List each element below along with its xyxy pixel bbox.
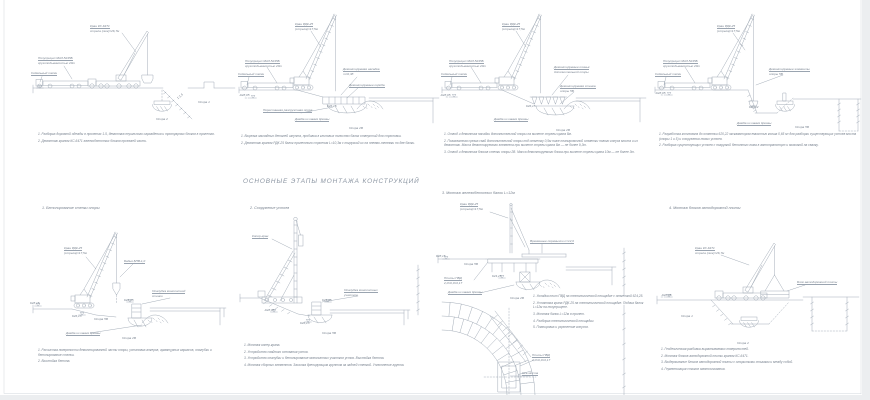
note: 2. Выстойка бетона. [38,359,71,364]
label-elevation: 626,13 [300,321,310,325]
label-elevation: 626,13 [72,314,82,318]
label-crane [295,22,318,31]
label-opora: Опора 5В [795,125,809,129]
label-elevation: 628,15 [30,301,40,305]
label-line: Полуприцеп МАЗ-5245Б [245,59,280,63]
note: 1. Монтаж копер-крана. [244,343,281,347]
label-blok [797,280,837,285]
note: 3. Монтаж балок L=12м в пролет. [533,311,585,316]
label-line: стенки [152,294,163,299]
label-trailer [663,59,700,68]
label-elevation: -628,05 [440,93,451,97]
label-line: Бадья БПВ-1,0 [124,259,146,263]
panel-demolition-2 [237,5,439,165]
note: 3. Выдерживание блоков автодорожной плиты с открытыми стыками и между собой. [661,360,793,365]
label-line: Копер-кран [252,234,269,238]
label-line: грузоподъемностью 20т [245,64,283,69]
label-stenka [560,84,596,93]
panel-demolition-4 [653,5,865,170]
label-damba [295,117,329,122]
label-tractor [238,72,264,77]
label-line: Седельный тягач [238,72,264,76]
note: 1. Отвод и демонтаж насадки дополнительной опоры на вылете стрелы крана 8м. [444,132,572,136]
label-line: Кран РДК-25 [717,24,736,28]
label-crane [502,22,525,31]
note: 1. Геодезическая разбивка выравниваемых поверхностей. [661,347,749,351]
label-koroba [349,83,385,88]
label-tractor [31,71,57,76]
note: 4. Герметизация стыков омоноличивания. [661,366,726,371]
label-line: Кран РДК-25 [460,202,479,206]
label-trailer [449,59,486,68]
notes [661,347,836,374]
notes [244,343,430,370]
note: 2. Позахватная срезка свай дополнительной опоры под отметку 0,5м ниже планировочной отметки нового конуса моста и их демонтаж. Масса демонтируемого элемента при вылете стрелы крана 8м — не более 9,3т. [444,138,638,148]
notes [533,294,645,332]
label-line: Седельный тягач [31,71,57,75]
label-nasadka [343,67,380,76]
label-line: 2,0×6,0×0,17 [532,358,551,363]
note: 2. Монтаж блоков автодорожной плиты краном КС-6471. [661,353,749,358]
notes [241,134,439,147]
label-crane [695,246,724,255]
label-opora: Опора 2В [122,336,136,340]
label-damba [448,290,482,295]
panel-montage-1 [30,205,235,397]
label-klinya [554,65,589,74]
note: 1. Разборка дорожной одежды в пролетах 1-5, демонтаж перильного ограждения и тротуарных блоков в пролетах. [38,132,215,136]
panel-montage-3 [436,190,650,400]
note: 1. Вырезка закладных деталей шпунта, пробивка в клиновых полостях балок отверстий для строповки. [241,134,402,138]
panel-montage-4 [653,203,865,398]
label-line: Блок автодорожной плиты [797,280,838,284]
note: 3. Отвод и демонтаж блоков стенки опоры 2В. Масса демонтируемого блока при вылете стрелы крана 10м — не более 3т. [444,149,635,154]
label-crane [90,24,119,33]
label-line: Кран РДК-25 [64,246,83,250]
note: 2. Демонтаж краном РДК-25 балок пролетного строения L=10,3м с погрузкой их на пневмо-тележки по две балки. [241,140,415,145]
panel-demolition-1 [30,5,235,165]
notes [38,348,230,366]
label-opora: Опора 1 [681,314,693,318]
label-line: Плиты ПВД [532,353,550,357]
label-elevation: 626,15 [327,104,337,108]
label-opora: Опора 1 [198,100,210,104]
scan-edge-right [862,0,870,400]
label-opalubka [152,289,185,298]
stage-header: 2. Сооружение устоев [250,206,290,210]
label-opalubka [344,288,378,297]
label-line: Демонтируемые элементы [769,67,810,71]
label-line: грузоподъемностью 20т [38,61,76,66]
label-line: (стрела)=17,5м [717,29,740,34]
label-line: Плиты ПВД [444,276,462,280]
label-damba [66,331,100,336]
label-koper [252,234,268,239]
label-opora: Опора 5В [322,331,336,335]
label-line: Ось моста [522,371,539,375]
label-line: (стрела)=17,5м [295,27,318,32]
label-oporka [263,108,312,113]
label-elevation: 626,15 [322,298,332,302]
label-badya [124,259,145,264]
stage-header: 1. Бетонирование стенки опоры [42,206,100,210]
label-line: Опалубка монолитных [344,288,378,292]
label-line: Кран РДК-25 [502,22,521,26]
label-elevation: 628,15 [436,254,446,258]
label-trailer [38,56,75,65]
label-opora: Опора 2В [510,296,524,300]
label-slope-ratio: 1:1,5 [176,92,184,101]
label-line: Кран КС-6471 [90,24,110,28]
label-elevation: 620,22 [749,105,759,109]
note: 5. Планировка и укрепление конусов. [533,325,589,330]
label-crane [460,202,483,211]
label-crane [717,24,740,33]
note: 1. Укладка плит ПВД на технологической площадке с отметкой 624,25. [533,294,644,298]
label-line: Дамба из камня дресвы [737,121,772,125]
label-tractor [655,72,681,77]
panel-montage-2 [238,203,436,398]
label-line: Демонтируемые короба [349,83,385,87]
label-line: Полуприцеп МАЗ-5245Б [449,59,484,63]
label-axis [522,371,538,376]
note: 2. Демонтаж краном КС-6471 железобетонных блоков проезжей части. [38,138,147,143]
label-damba [494,117,528,122]
label-line: стрела (люк)=26,7м [695,251,725,256]
stage-header: 4. Монтаж блоков автодорожной плиты [669,206,741,210]
sheet-title: ОСНОВНЫЕ ЭТАПЫ МОНТАЖА КОНСТРУКЦИЙ [243,178,420,185]
label-line: Демонтируемые клинья [554,65,590,69]
label-line: участков [344,293,358,298]
label-tractor [441,72,467,77]
scan-edge-bottom [0,395,870,400]
label-elevation: -628,05 [655,91,666,95]
label-line: стрела (люк)=26,7м [90,29,120,34]
note: 3. Устройство опалубки и бетонирование монолитных участков устоя. Выстойка бетона. [244,356,385,361]
panel-demolition-3 [440,5,650,170]
label-line: (стрела)=17,5м [460,207,483,212]
label-line: дополнительной опоры [554,70,589,75]
label-trailer [245,59,282,68]
label-elevation: -628,05 [661,293,672,297]
note: 2. Разборка существующих устоев с погрузкой бетонного лома в автотранспорт и вывозкой на свалку. [659,143,819,148]
label-line: Полуприцеп МАЗ-5245Б [663,59,698,63]
label-line: Опалубка монолитной [152,289,186,293]
label-crane [64,246,87,255]
label-line: Кран КС-6471 [695,246,715,250]
label-opora: Опора 5В [464,262,478,266]
label-line: (стрела)=17,5м [64,251,87,256]
label-damba [737,121,771,126]
note: 1. Расчистка поверхности демонтированной части опоры, установка анкеров, арматурных каркасов, опалубки и бетонирование стенки. [38,348,212,357]
label-plity [444,276,462,285]
label-line: Полуприцеп МАЗ-5245Б [38,56,73,60]
label-line: Дамба из камня дресвы [448,290,483,294]
label-line: Седельный тягач [655,72,681,76]
label-element [769,67,810,76]
label-peremychki [530,239,574,244]
label-opora: Опора 5В [94,317,108,321]
notes [38,132,228,145]
label-elevation: 624,25 [492,274,502,278]
note: 4. Монтаж сборных элементов. Засыпка дренирующим грунтом за задней стенкой. Уплотнение грунта. [244,362,405,367]
label-line: Дамба из камня дресвы [295,117,330,121]
note: 2. Устройство свайного основания устоя. [244,349,309,354]
label-line: Дамба из камня дресвы [494,117,529,121]
label-elevation: 626,15 [526,104,536,108]
label-line: т=0,38 [343,72,354,77]
note: 4. Разборка технологической площадки. [533,318,595,323]
label-line: Седельный тягач [441,72,467,76]
label-elevation: -628,05 [239,93,250,97]
label-opora: Опора 2 [737,341,749,345]
label-line: грузоподъемностью 20т [663,64,701,69]
label-opora: Опора 2В [349,126,363,130]
label-line: Дамба из камня дресвы [66,331,101,335]
label-opora: Опора 2 [156,117,168,121]
label-line: опоры 5В [769,72,783,77]
label-line: Переставная разгрузочная опора [263,108,313,112]
note: 1. Разработка котлована до отметки 620,22 экскаватором емкостью ковша 0,65 м³ для разборки существующих устоев моста (опоры 1 и 5) и сооружения новых устоев. [659,132,857,141]
label-line: грузоподъемностью 20т [449,64,487,69]
label-line: Демонтируемая стенка [560,84,596,88]
label-plity-plan [532,353,550,362]
notes [444,132,647,157]
note: 2. Установка крана РДК-25 на технологической площадке. Подача балок L=12м на полуприцепе. [533,300,644,310]
label-line: (стрела)=17,5м [502,27,525,32]
label-line: Временные перемычки L=12,0 [530,239,574,243]
label-line: Кран РДК-25 [295,22,314,26]
label-opora: Опора 2В [556,128,570,132]
label-line: опоры 5В [560,89,574,94]
notes [659,132,862,150]
label-line: Демонтируемая насадка [343,67,380,71]
stage-header: 3. Монтаж железобетонных балок L=12м [442,191,515,195]
label-elevation: 626,15 [124,298,134,302]
label-elevation: -628,05 [264,308,275,312]
label-line: 2,0×6,0×0,17 [444,281,463,286]
